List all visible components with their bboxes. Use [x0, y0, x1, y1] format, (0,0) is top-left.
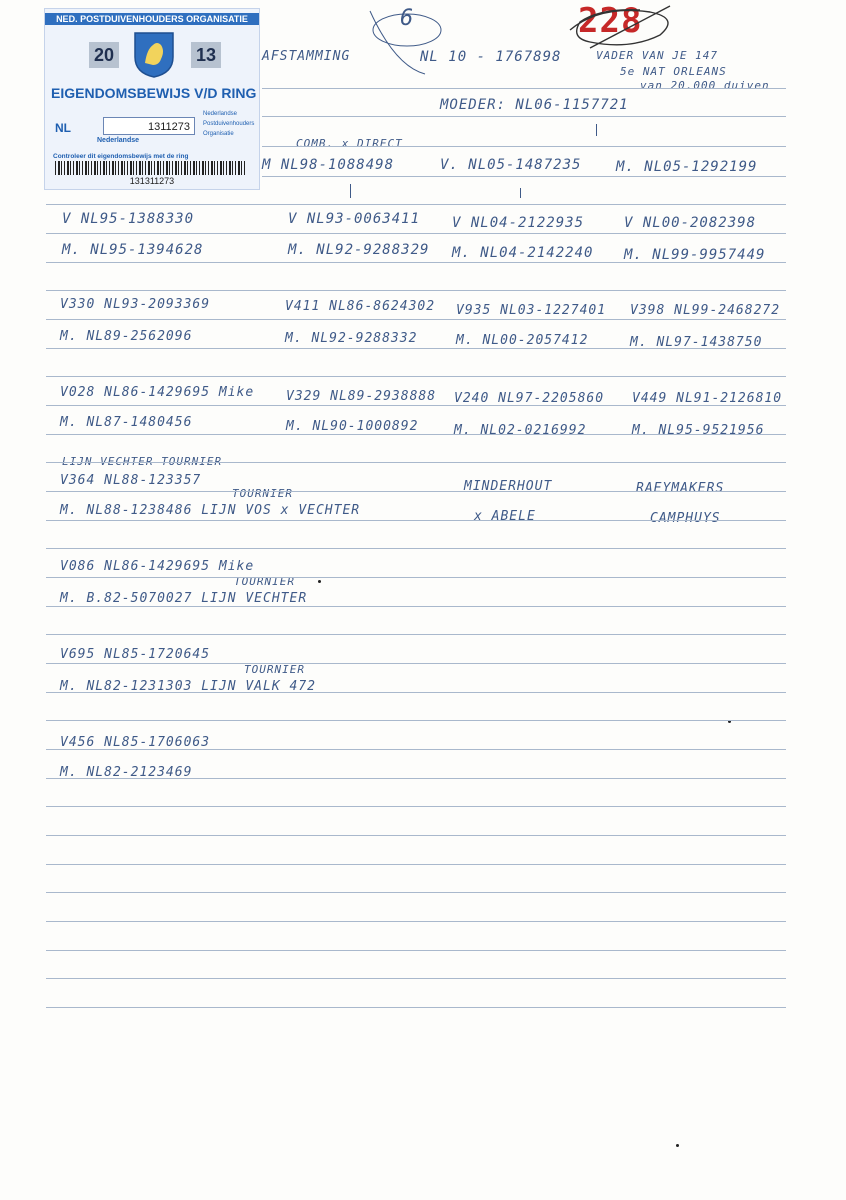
gen5-m-1: M. NL87-1480456	[60, 415, 193, 430]
ruled-line	[46, 434, 786, 435]
npo-line-2: Postduivenhouders	[203, 121, 255, 127]
gen4-m-2: M. NL92-9288332	[285, 331, 418, 346]
gen4-m-3: M. NL00-2057412	[456, 333, 589, 348]
gen3-m-2: M. NL92-9288329	[288, 242, 430, 258]
ruled-line	[46, 892, 786, 893]
gen4-v-2: V411 NL86-8624302	[285, 299, 436, 314]
block3-note: TOURNIER	[244, 663, 305, 676]
ruled-line	[46, 319, 786, 320]
gen4-v-1: V330 NL93-2093369	[60, 297, 211, 312]
gen3-m-3: M. NL04-2142240	[452, 245, 594, 261]
organisation-name: NED. POSTDUIVENHOUDERS ORGANISATIE	[45, 13, 259, 25]
ruled-line	[46, 692, 786, 693]
camphuys: CAMPHUYS	[650, 511, 721, 526]
barcode	[55, 161, 245, 175]
father-of-line1: VADER VAN JE 147	[596, 49, 718, 62]
ruled-line	[46, 864, 786, 865]
gen3-m-4: M. NL99-9957449	[624, 247, 766, 263]
page-number: 6	[400, 6, 415, 31]
gen3-v-4: V NL00-2082398	[624, 215, 757, 231]
gen3-v-2: V NL93-0063411	[288, 211, 421, 227]
ruled-line	[46, 290, 786, 291]
lion-emblem-icon	[131, 29, 177, 79]
grandmother: M NL98-1088498	[262, 157, 395, 173]
ruled-line	[46, 835, 786, 836]
minderhout: MINDERHOUT	[464, 479, 553, 494]
ruled-line	[46, 548, 786, 549]
ruled-line	[46, 491, 786, 492]
page-number-circle	[355, 6, 445, 86]
grandmother-mid: M. NL05-1292199	[616, 159, 758, 175]
ruled-line	[46, 778, 786, 779]
gen5-v-3: V240 NL97-2205860	[454, 391, 605, 406]
gen3-m-1: M. NL95-1394628	[62, 242, 204, 258]
comb-note: COMB. x DIRECT	[296, 137, 403, 150]
npo-line-3: Organisatie	[203, 131, 234, 137]
gen5-v-4: V449 NL91-2126810	[632, 391, 783, 406]
ruled-line	[46, 806, 786, 807]
certificate-title: EIGENDOMSBEWIJS V/D RING	[51, 85, 257, 101]
gen5-v-2: V329 NL89-2938888	[286, 389, 437, 404]
year-left: 20	[89, 42, 119, 68]
ruled-line	[46, 1007, 786, 1008]
gen5-v-1: V028 NL86-1429695 Mike	[60, 385, 255, 400]
ruled-line	[46, 262, 786, 263]
block1-note: TOURNIER	[232, 487, 293, 500]
ruled-line	[46, 978, 786, 979]
block1-m: M. NL88-1238486 LIJN VOS x VECHTER	[60, 503, 361, 518]
ruled-line	[46, 462, 786, 463]
raeymakers: RAEYMAKERS	[636, 481, 725, 496]
ruled-line	[46, 520, 786, 521]
block4-v: V456 NL85-1706063	[60, 735, 211, 750]
block4-m: M. NL82-2123469	[60, 765, 193, 780]
block1-v: V364 NL88-123357	[60, 473, 202, 488]
ring-certificate	[44, 8, 260, 190]
ruled-line	[46, 634, 786, 635]
block2-note: TOURNIER	[234, 575, 295, 588]
block2-m: M. B.82-5070027 LIJN VECHTER	[60, 591, 308, 606]
ink-dot	[676, 1144, 679, 1147]
ruled-line	[46, 720, 786, 721]
block3-m: M. NL82-1231303 LIJN VALK 472	[60, 679, 316, 694]
abele: x ABELE	[474, 509, 536, 524]
ruled-line	[46, 921, 786, 922]
gen3-v-1: V NL95-1388330	[62, 211, 195, 227]
ruled-line	[46, 405, 786, 406]
lijn-note: LIJN VECHTER TOURNIER	[62, 455, 223, 468]
gen4-v-4: V398 NL99-2468272	[630, 303, 781, 318]
block2-v: V086 NL86-1429695 Mike	[60, 559, 255, 574]
ink-dot	[318, 580, 321, 583]
tick-mark	[350, 184, 351, 198]
moeder-line: MOEDER: NL06-1157721	[440, 97, 629, 113]
year-right: 13	[191, 42, 221, 68]
barcode-number: 131311273	[129, 176, 175, 186]
father-of-line3: van 20.000 duiven	[640, 79, 770, 92]
tick-mark	[596, 124, 597, 136]
gen5-m-4: M. NL95-9521956	[632, 423, 765, 438]
ring-number: 1311273	[103, 117, 195, 135]
certificate-note: Controleer dit eigendomsbewijs met de ring	[53, 153, 189, 160]
block3-v: V695 NL85-1720645	[60, 647, 211, 662]
ruled-line	[46, 606, 786, 607]
ruled-line	[46, 348, 786, 349]
scribble-crossout	[560, 0, 690, 55]
ruled-line	[46, 233, 786, 234]
npo-block	[203, 109, 254, 139]
pigeon-ring: NL 10 - 1767898	[420, 49, 562, 65]
crossed-number: 228	[578, 1, 643, 41]
gen5-m-2: M. NL90-1000892	[286, 419, 419, 434]
grandfather-mid: V. NL05-1487235	[440, 157, 582, 173]
ruled-line	[46, 663, 786, 664]
ruled-line	[46, 577, 786, 578]
ruled-line	[46, 376, 786, 377]
ruled-line	[262, 146, 786, 147]
ruled-line	[262, 88, 786, 89]
gen4-m-4: M. NL97-1438750	[630, 335, 763, 350]
father-of-line2: 5e NAT ORLEANS	[620, 65, 727, 78]
afstamming-label: AFSTAMMING	[262, 49, 351, 64]
country-name: Nederlandse	[97, 137, 140, 144]
ruled-line	[46, 950, 786, 951]
ruled-line	[262, 116, 786, 117]
gen3-v-3: V NL04-2122935	[452, 215, 585, 231]
tick-mark	[520, 188, 521, 198]
npo-line-1: Nederlandse	[203, 111, 238, 117]
gen4-v-3: V935 NL03-1227401	[456, 303, 607, 318]
ruled-line	[46, 749, 786, 750]
gen4-m-1: M. NL89-2562096	[60, 329, 193, 344]
gen5-m-3: M. NL02-0216992	[454, 423, 587, 438]
ruled-line	[262, 176, 786, 177]
ruled-line	[46, 204, 786, 205]
country-code: NL	[55, 121, 71, 135]
